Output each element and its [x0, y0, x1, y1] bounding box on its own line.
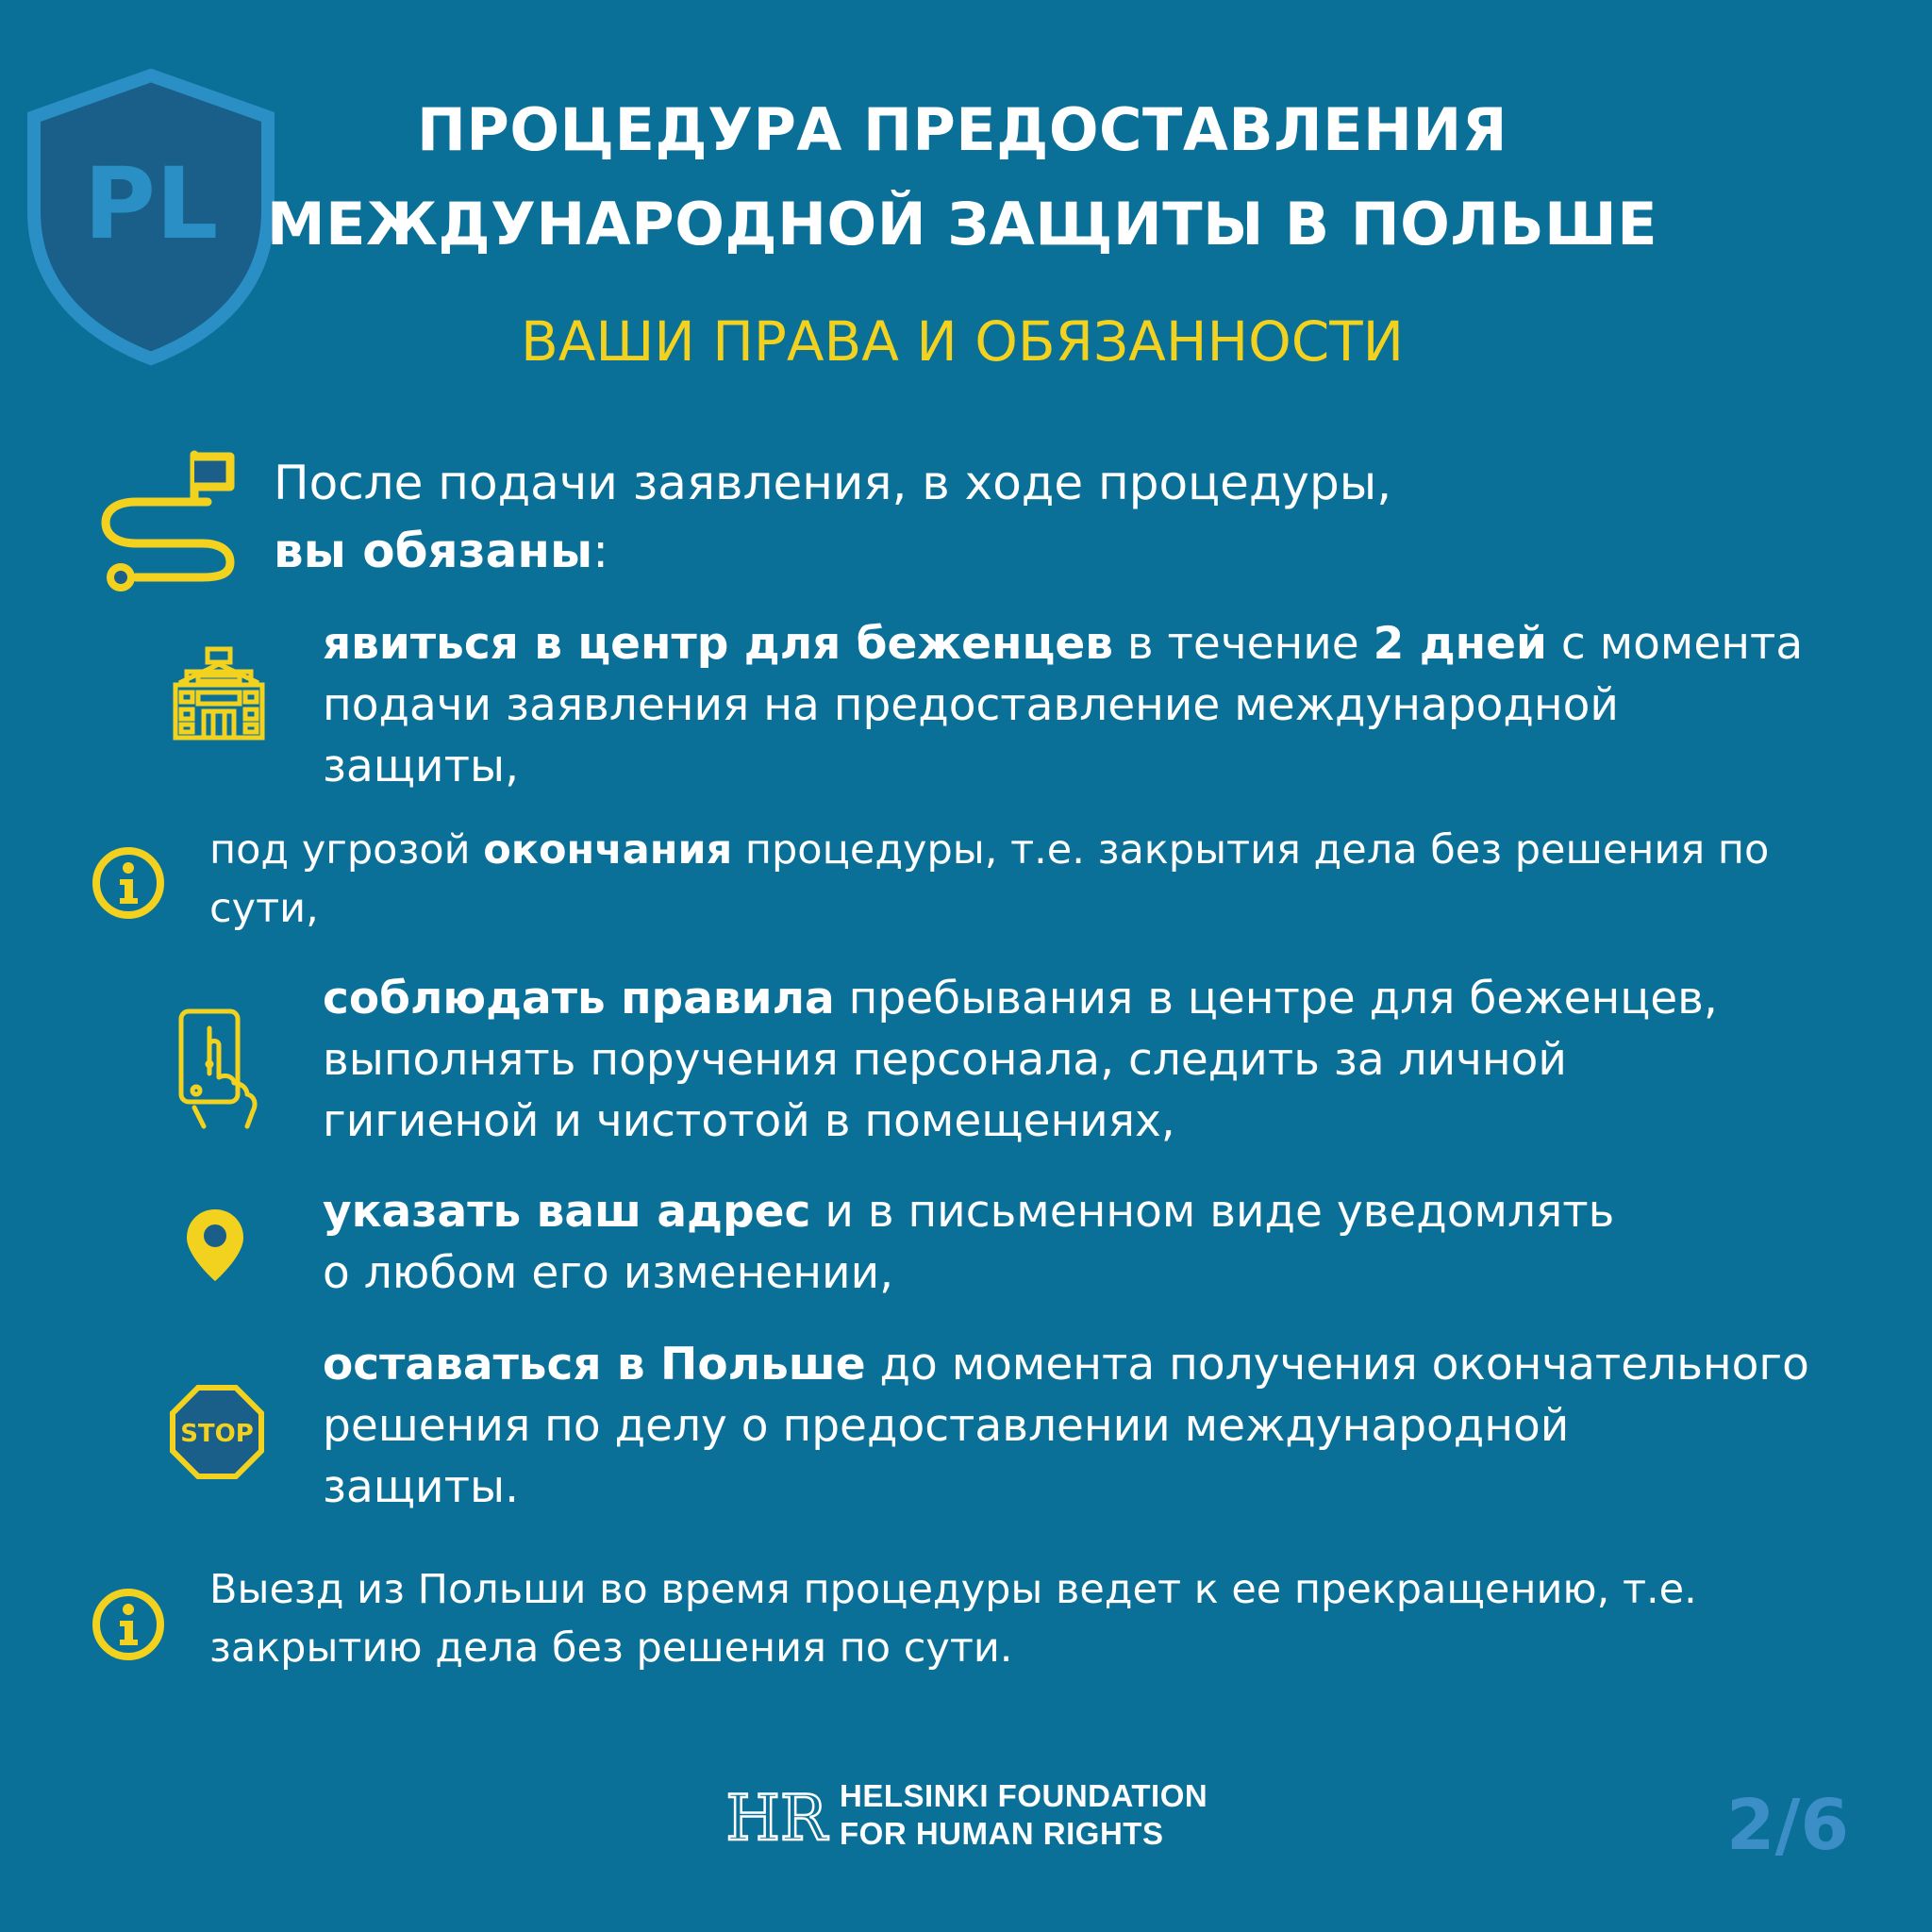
stop-sign-icon — [170, 1385, 264, 1479]
info-icon — [91, 1587, 166, 1662]
item-1-line-3: защиты, — [323, 741, 520, 792]
stop-sign-label: STOP — [180, 1420, 254, 1448]
note-1 — [209, 821, 1889, 938]
note-1-text-2: процедуры, т.е. закрытия дела без решения по — [732, 826, 1770, 874]
intro-colon: : — [592, 524, 609, 578]
item-3-line-2: о любом его изменении, — [323, 1247, 894, 1299]
note-2 — [209, 1560, 1889, 1677]
item-1-text-2: с момента — [1546, 618, 1804, 670]
note-2-line-1: Выезд из Польши во время процедуры ведет к ее прекращению, т.е. — [209, 1566, 1697, 1613]
org-line-2: FOR HUMAN RIGHTS — [840, 1816, 1164, 1851]
item-1-bold-2: 2 дней — [1373, 618, 1547, 670]
intro-line-1: После подачи заявления, в ходе процедуры, — [274, 456, 1392, 510]
obligation-item-3 — [323, 1181, 1870, 1304]
item-4-text: до момента получения окончательного — [865, 1339, 1809, 1391]
shield-badge-text: PL — [83, 146, 219, 261]
intro-text — [274, 449, 1689, 585]
note-1-text-1: под угрозой — [209, 826, 484, 874]
item-1-text-1: в течение — [1112, 618, 1374, 670]
org-line-1: HELSINKI FOUNDATION — [840, 1778, 1208, 1813]
item-4-bold: оставаться в Польше — [323, 1339, 866, 1391]
title-line-2: МЕЖДУНАРОДНОЙ ЗАЩИТЫ В ПОЛЬШЕ — [266, 190, 1658, 258]
item-2-line-2: выполнять поручения персонала, следить за личной — [323, 1034, 1567, 1086]
location-pin-icon — [185, 1208, 245, 1283]
note-1-bold: окончания — [483, 826, 733, 874]
item-1-bold-1: явиться в центр для беженцев — [323, 618, 1113, 670]
building-icon — [170, 645, 268, 743]
item-4-line-2: решения по делу о предоставлении международной — [323, 1400, 1570, 1452]
route-flag-icon — [98, 443, 240, 585]
item-1-line-1 — [323, 613, 1870, 675]
item-2-line-1 — [323, 968, 1870, 1029]
item-4-line-1 — [323, 1334, 1870, 1395]
item-1-line-2: подачи заявления на предоставление международной — [323, 679, 1619, 731]
note-1-line-2: сути, — [209, 885, 319, 932]
item-3-bold: указать ваш адрес — [323, 1186, 811, 1238]
pl-shield-icon — [26, 70, 275, 364]
intro-line-2 — [274, 517, 1689, 585]
page-title — [245, 83, 1679, 272]
item-2-text: пребывания в центре для беженцев, — [834, 973, 1718, 1024]
organization-name — [840, 1777, 1208, 1853]
title-line-1: ПРОЦЕДУРА ПРЕДОСТАВЛЕНИЯ — [417, 95, 1507, 164]
info-icon — [91, 845, 166, 921]
hfhr-logo-icon — [725, 1777, 827, 1855]
item-2-line-3: гигиеной и чистотой в помещениях, — [323, 1095, 1175, 1147]
note-2-line-2: закрытию дела без решения по сути. — [209, 1624, 1013, 1672]
obligation-item-1 — [323, 613, 1870, 797]
intro-bold: вы обязаны — [274, 524, 593, 578]
obligation-item-2 — [323, 968, 1870, 1152]
page-subtitle: ВАШИ ПРАВА И ОБЯЗАННОСТИ — [520, 309, 1405, 374]
item-4-line-3: защиты. — [323, 1461, 520, 1513]
obligation-item-4 — [323, 1334, 1870, 1518]
note-1-line-1 — [209, 821, 1889, 879]
item-2-bold: соблюдать правила — [323, 973, 835, 1024]
item-3-line-1 — [323, 1181, 1870, 1242]
item-3-text: и в письменном виде уведомлять — [810, 1186, 1615, 1238]
hand-phone-icon — [175, 1008, 260, 1130]
page-indicator: 2/6 — [1726, 1785, 1850, 1866]
logo-letters: HR — [725, 1782, 827, 1855]
